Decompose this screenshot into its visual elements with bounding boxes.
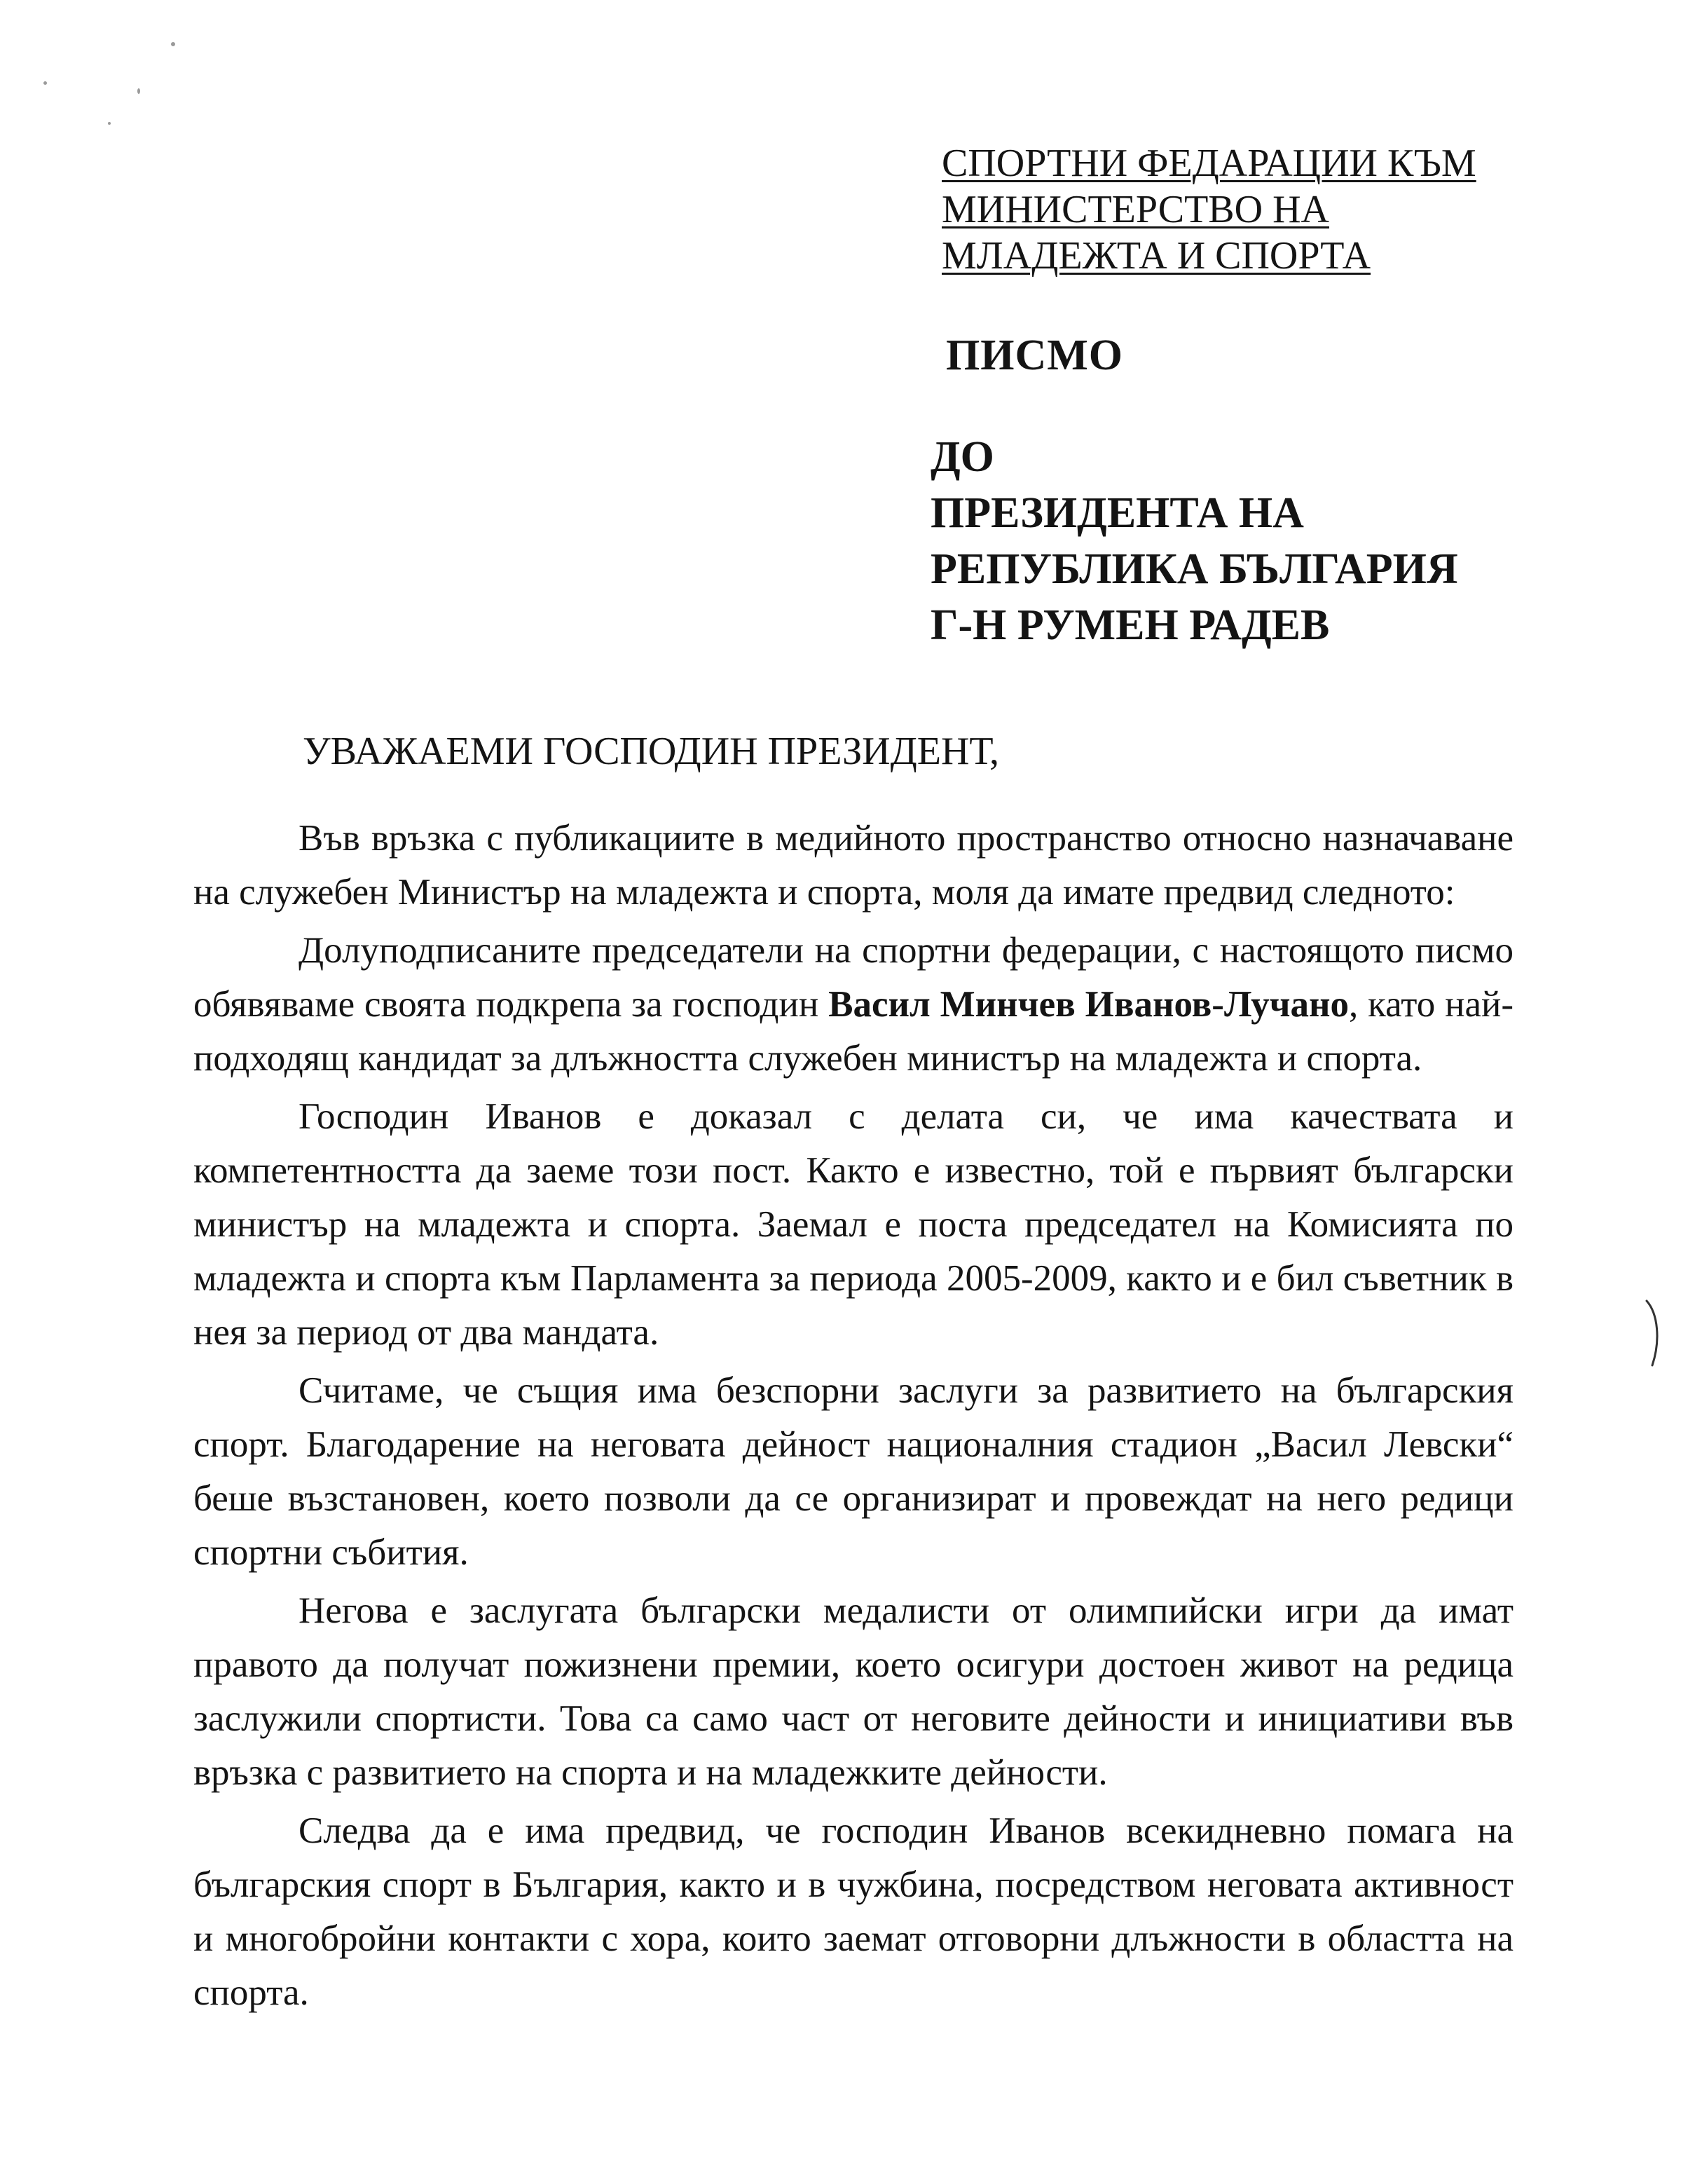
body-paragraph: Считаме, че същия има безспорни заслуги за развитието на българския спорт. Благодарение на неговата дейност националния стадион „Васил Левски“ беше възстановен, което позволи да се организират и провеждат на него редици спортни събития. bbox=[193, 1370, 1514, 1573]
margin-pen-mark bbox=[1642, 1298, 1670, 1368]
document-title: ПИСМО bbox=[946, 332, 1123, 379]
scan-speck bbox=[171, 42, 175, 46]
candidate-name: Васил Минчев Иванов-Лучано bbox=[828, 984, 1350, 1025]
scan-speck bbox=[108, 122, 111, 125]
body-paragraph: Негова е заслугата български медалисти от олимпийски игри да имат правото да получат пожизнени премии, което осигури достоен живот на редица заслужили спортисти. Това са само част от неговите дейности и инициативи във връзка с развитието на спорта и на младежките дейности. bbox=[193, 1590, 1514, 1793]
scan-speck bbox=[43, 81, 47, 85]
body-paragraph: Следва да е има предвид, че господин Иванов всекидневно помага на българския спорт в България, както и в чужбина, посредством неговата активност и многобройни контакти с хора, които заемат отговорни длъжности в областта на спорта. bbox=[193, 1810, 1514, 2013]
letter-body bbox=[193, 812, 1514, 2020]
addressee-block bbox=[931, 429, 1561, 653]
body-paragraph: Господин Иванов е доказал с делата си, че има качествата и компетентността да заеме този пост. Както е известно, той е първият български министър на младежта и спорта. Заемал е поста председател на Комисията по младежта и спорта към Парламента за периода 2005-2009, както и е бил съветник в нея за период от два мандата. bbox=[193, 1096, 1514, 1353]
sender-line: МИНИСТЕРСТВО НА bbox=[942, 188, 1329, 231]
addressee-line: Г-Н РУМЕН РАДЕВ bbox=[931, 601, 1330, 649]
body-paragraph: Във връзка с публикациите в медийното пространство относно назначаване на служебен Министър на младежта и спорта, моля да имате предвид следното: bbox=[193, 818, 1514, 913]
addressee-line: РЕПУБЛИКА БЪЛГАРИЯ bbox=[931, 545, 1458, 593]
sender-line: МЛАДЕЖТА И СПОРТА bbox=[942, 234, 1371, 278]
sender-block bbox=[942, 140, 1572, 279]
scan-speck bbox=[137, 88, 140, 94]
addressee-line: ПРЕЗИДЕНТА НА bbox=[931, 489, 1304, 537]
addressee-line: ДО bbox=[931, 433, 994, 481]
sender-line: СПОРТНИ ФЕДАРАЦИИ КЪМ bbox=[942, 142, 1476, 185]
paragraph-text: Долуподписаните председатели на спортни федерации, с настоящото писмо обявяваме своята подкрепа за господин bbox=[193, 930, 1514, 1025]
salutation: УВАЖАЕМИ ГОСПОДИН ПРЕЗИДЕНТ, bbox=[303, 730, 1000, 773]
body-paragraph-support bbox=[193, 924, 1514, 1086]
paragraph-text: , като най-подходящ кандидат за длъжността служебен министър на младежта и спорта. bbox=[193, 984, 1514, 1079]
